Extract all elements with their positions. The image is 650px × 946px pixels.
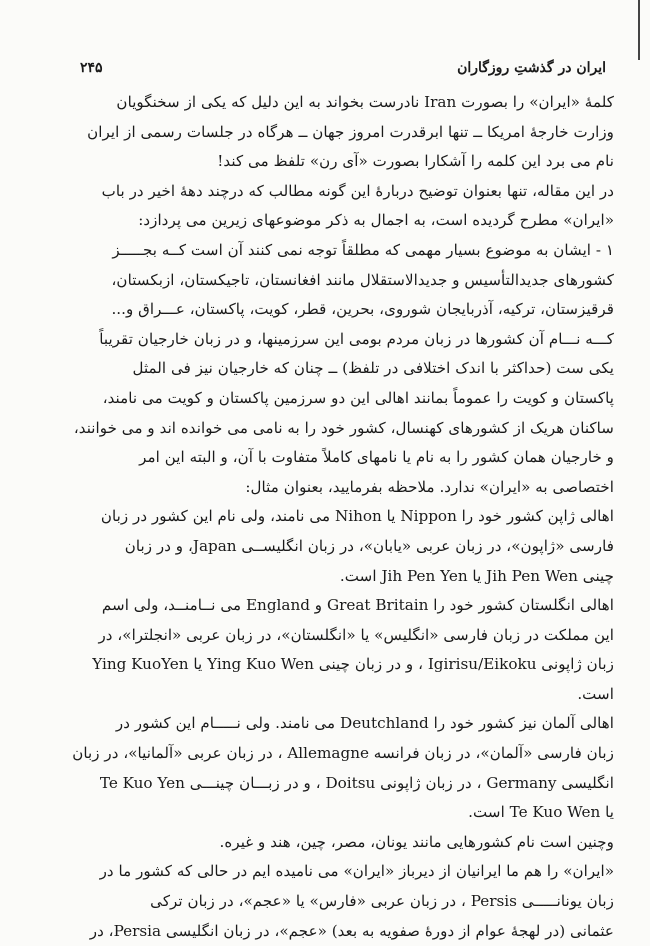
text-line: اختصاصی به «ایران» ندارد. ملاحظه بفرمایید، بعنوان مثال: xyxy=(245,477,614,496)
text-line: نام می برد این کلمه را آشکارا بصورت «آی رن» تلفظ می کند! xyxy=(217,152,614,171)
text-line: انگلیسی Germany ، در زبان ژاپونی Doitsu ، و در زبـــان چینـــی Te Kuo Yen xyxy=(99,773,614,792)
text-line: زبان ژاپونی Igirisu/Eikoku ، و در زبان چینی Ying Kuo Wen یا Ying KuoYen xyxy=(92,655,614,674)
text-line: زبان فارسی «آلمان»، در زبان فرانسه Allemagne ، در زبان عربی «آلمانیا»، در زبان xyxy=(72,744,614,763)
text-line: این مملکت در زبان فارسی «انگلیس» یا «انگلستان»، در زبان عربی «انجلترا»، در xyxy=(98,625,614,644)
running-header xyxy=(60,60,616,82)
text-line: کلمهٔ «ایران» را بصورت Iran نادرست بخواند به این دلیل که یکی از سخنگویان xyxy=(116,93,614,111)
text-line: اهالی انگلستان کشور خود را Great Britain و England می نــامنــد، ولی اسم xyxy=(101,596,614,615)
page-edge-line xyxy=(638,0,640,60)
text-line: اهالی ژاپن کشور خود را Nippon یا Nihon می نامند، ولی نام این کشور در زبان xyxy=(100,507,614,526)
text-line: عثمانی (در لهجهٔ عوام از دورهٔ صفویه به بعد) «عجم»، در زبان انگلیسی Persia، در xyxy=(89,921,614,940)
page-number: ۲۴۵ xyxy=(80,60,103,76)
text-line: «ایران» مطرح گردیده است، به اجمال به ذکر موضوعهای زیرین می پردازد: xyxy=(138,211,614,230)
text-line: «ایران» را هم ما ایرانیان از دیرباز «ایران» می نامیده ایم در حالی که کشور ما در xyxy=(99,862,614,881)
text-line: قرقیزستان، ترکیه، آذربایجان شوروی، بحرین، قطر، کویت، پاکستان، عـــراق و... xyxy=(111,300,614,319)
text-line: وچنین است نام کشورهایی مانند یونان، مصر، چین، هند و غیره. xyxy=(219,832,614,851)
text-line: اهالی آلمان نیز کشور خود را Deutchland می نامند. ولی نـــــام این کشور در xyxy=(115,714,614,733)
text-line: چینی Jih Pen Wen یا Jih Pen Yen است. xyxy=(339,566,614,585)
text-line: زبان یونانـــــی Persis ، در زبان عربی «فارس» یا «عجم»، در زبان ترکی xyxy=(150,892,614,911)
text-line: است. xyxy=(577,684,614,703)
text-line: وزارت خارجهٔ امریکا ــ تنها ابرقدرت امروز جهان ــ هرگاه در جلسات رسمی از ایران xyxy=(87,122,614,141)
text-line: پاکستان و کویت را عموماً بمانند اهالی این دو سرزمین پاکستان و کویت می نامند، xyxy=(102,388,614,407)
text-line: یکی ست (حداکثر با اندک اختلافی در تلفظ) ــ چنان که خارجیان نیز فی المثل xyxy=(132,359,614,378)
text-line: کشورهای جدیدالتأسیس و جدیدالاستقلال مانند افغانستان، تاجیکستان، ازبکستان، xyxy=(111,270,614,289)
text-line: ۱ - ایشان به موضوع بسیار مهمی که مطلقاً توجه نمی کنند آن است کــه بجـــــز xyxy=(112,240,614,259)
text-line: یا Te Kuo Wen است. xyxy=(468,803,614,822)
body-text xyxy=(60,88,614,946)
text-line: فارسی «ژاپون»، در زبان عربی «یابان»، در زبان انگلیســی Japan، و در زبان xyxy=(124,536,614,555)
text-line: کـــه نـــام آن کشورها در زبان مردم بومی این سرزمینها، و در زبان خارجیان تقریباً xyxy=(99,329,614,348)
header-title: ایران در گذشتِ روزگاران xyxy=(457,60,606,76)
text-line: در این مقاله، تنها بعنوان توضیح دربارهٔ این گونه مطالب که درچند دههٔ اخیر در باب xyxy=(101,181,614,200)
text-line: ساکنان هریک از کشورهای کهنسال، کشور خود را به نامی می خوانده اند و می خوانند، xyxy=(73,418,614,437)
text-line: و خارجیان همان کشور را به نام یا نامهای کاملاً متفاوت با آن، و البته این امر xyxy=(139,448,614,467)
